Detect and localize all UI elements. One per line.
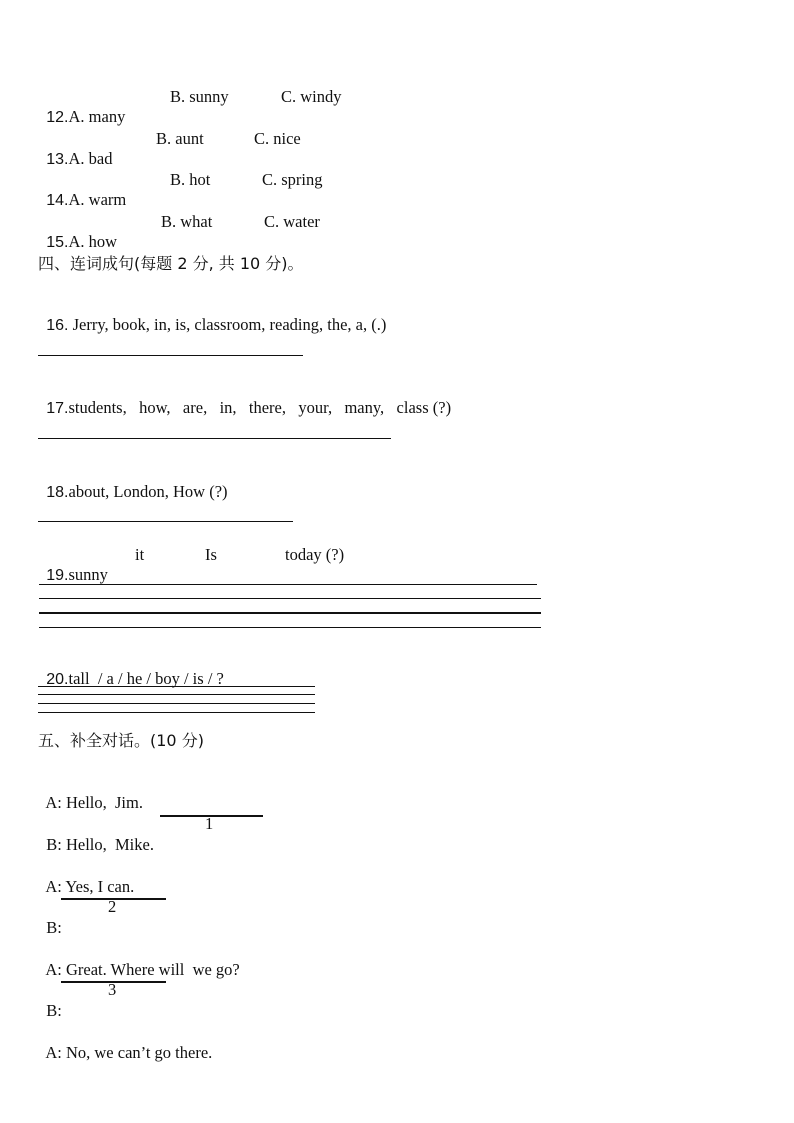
dialogue-line	[38, 1023, 212, 1063]
dialogue-line	[38, 898, 62, 938]
option-b: B. hot	[170, 170, 211, 189]
question-19	[38, 545, 108, 586]
answer-line[interactable]	[38, 521, 293, 522]
question-number: 14.	[46, 192, 69, 209]
blank-number: 3	[108, 980, 117, 999]
mcq-row-13	[38, 129, 113, 170]
blank-number: 2	[108, 897, 117, 916]
answer-line[interactable]	[38, 355, 303, 356]
answer-line[interactable]	[38, 712, 315, 713]
option-a: A. bad	[68, 149, 113, 168]
question-number: 13.	[46, 151, 69, 168]
dialogue-line	[38, 981, 62, 1021]
mcq-row-12	[38, 87, 125, 128]
section-4-heading: 四、连词成句(每题 2 分, 共 10 分)。	[38, 254, 304, 273]
option-b: B. sunny	[170, 87, 229, 106]
utterance: Hello, Mike.	[65, 835, 154, 854]
speaker: A:	[45, 793, 62, 812]
answer-line[interactable]	[39, 598, 541, 599]
speaker: A:	[45, 960, 62, 979]
question-text: about, London, How (?)	[68, 482, 228, 501]
blank-3[interactable]	[61, 980, 166, 999]
blank-2[interactable]	[61, 897, 166, 916]
option-a: A. warm	[68, 190, 127, 209]
option-c: C. windy	[281, 87, 342, 106]
option-c: C. spring	[262, 170, 323, 189]
speaker: B:	[46, 1001, 62, 1020]
dialogue-line	[38, 815, 154, 855]
utterance: Hello, Jim.	[65, 793, 143, 812]
mcq-row-14	[38, 170, 126, 211]
word-2: it	[135, 545, 145, 564]
question-number: 17.	[46, 400, 69, 417]
option-a: A. how	[68, 232, 118, 251]
answer-line[interactable]	[38, 694, 315, 695]
dialogue-line	[38, 857, 134, 897]
section-5-heading: 五、补全对话。(10 分)	[38, 731, 204, 750]
answer-line[interactable]	[38, 438, 391, 439]
answer-line[interactable]	[39, 627, 541, 628]
option-c: C. nice	[254, 129, 301, 148]
utterance: Great. Where will we go?	[65, 960, 240, 979]
blank-number: 1	[205, 814, 214, 833]
word-4: today (?)	[285, 545, 345, 564]
option-a: A. many	[68, 107, 126, 126]
option-b: B. what	[161, 212, 213, 231]
question-number: 12.	[46, 109, 69, 126]
question-number: 18.	[46, 484, 69, 501]
question-text: tall / a / he / boy / is / ?	[68, 669, 224, 688]
question-number: 19.	[46, 567, 69, 584]
question-17	[38, 378, 451, 419]
question-text: Jerry, book, in, is, classroom, reading, the, a, (.)	[68, 315, 387, 334]
dialogue-line	[38, 773, 143, 813]
option-c: C. water	[264, 212, 320, 231]
dialogue-line	[38, 940, 240, 980]
answer-line[interactable]	[39, 612, 541, 614]
utterance: Yes, I can.	[65, 877, 135, 896]
mcq-row-15	[38, 212, 117, 253]
speaker: B:	[46, 918, 62, 937]
blank-1[interactable]	[160, 814, 263, 833]
answer-line[interactable]	[38, 686, 315, 687]
speaker: A:	[45, 1043, 62, 1062]
question-number: 15.	[46, 234, 69, 251]
question-20	[38, 649, 224, 690]
answer-line[interactable]	[39, 584, 537, 585]
word-3: Is	[205, 545, 217, 564]
speaker: B:	[46, 835, 62, 854]
option-b: B. aunt	[156, 129, 204, 148]
question-number: 20.	[46, 671, 69, 688]
question-18	[38, 462, 228, 503]
word-1: sunny	[68, 565, 108, 584]
utterance: No, we can’t go there.	[65, 1043, 213, 1062]
question-number: 16.	[46, 317, 69, 334]
question-16	[38, 295, 386, 336]
question-text: students, how, are, in, there, your, many, class (?)	[68, 398, 452, 417]
speaker: A:	[45, 877, 62, 896]
answer-line[interactable]	[38, 703, 315, 704]
